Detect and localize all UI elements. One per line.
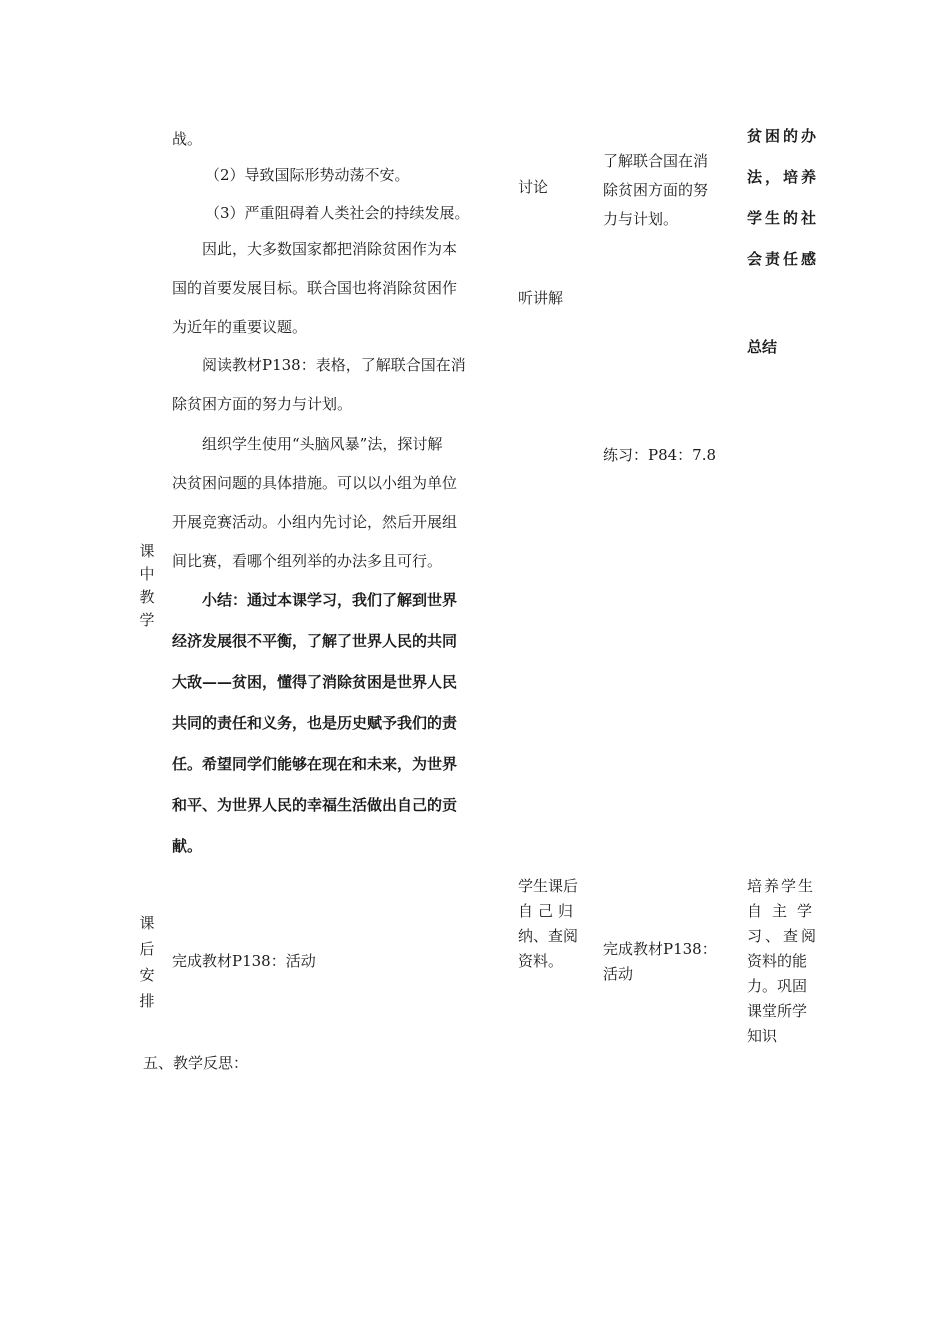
after-aid-line: 活动 bbox=[603, 965, 634, 983]
after-student-line: 纳、查阅 bbox=[518, 927, 579, 945]
un-effort-line: 了解联合国在消 bbox=[603, 152, 709, 170]
purpose-text bbox=[747, 116, 837, 280]
para2-line: 阅读教材P138：表格，了解联合国在消 bbox=[202, 356, 466, 374]
after-purpose-line: 自主学 bbox=[747, 902, 823, 920]
after-label-char: 后 bbox=[139, 940, 155, 958]
student-activity-discuss: 讨论 bbox=[518, 178, 549, 196]
para1-line: 为近年的重要议题。 bbox=[172, 318, 308, 336]
para1-line: 因此，大多数国家都把消除贫困作为本 bbox=[202, 240, 458, 258]
stage-label-char: 学 bbox=[139, 611, 155, 629]
teaching-aid-un-effort bbox=[603, 147, 738, 234]
after-class-content: 完成教材P138：活动 bbox=[172, 952, 316, 970]
summary-line: 大敌——贫困，懂得了消除贫困是世界人民 bbox=[172, 673, 458, 691]
after-purpose-line: 知识 bbox=[747, 1027, 778, 1045]
main-paragraph-1 bbox=[172, 230, 507, 347]
un-effort-line: 力与计划。 bbox=[603, 210, 679, 228]
un-effort-line: 除贫困方面的努 bbox=[603, 181, 709, 199]
lesson-summary bbox=[172, 580, 507, 867]
after-purpose-line: 习、查阅 bbox=[747, 927, 820, 945]
summary-line: 任。希望同学们能够在现在和未来，为世界 bbox=[172, 755, 458, 773]
summary-line: 共同的责任和义务，也是历史赋予我们的责 bbox=[172, 714, 458, 732]
after-student-line: 学生课后 bbox=[518, 877, 579, 895]
para3-line: 决贫困问题的具体措施。可以以小组为单位 bbox=[172, 474, 458, 492]
purpose-line: 法，培养 bbox=[747, 168, 820, 186]
after-purpose-line: 课堂所学 bbox=[747, 1002, 808, 1020]
after-purpose-line: 资料的能 bbox=[747, 952, 808, 970]
after-label-char: 排 bbox=[139, 992, 155, 1010]
after-aid-line: 完成教材P138： bbox=[603, 940, 717, 958]
para3-line: 间比赛，看哪个组列举的办法多且可行。 bbox=[172, 552, 443, 570]
main-point-2: （2）导致国际形势动荡不安。 bbox=[205, 166, 410, 184]
main-paragraph-2 bbox=[172, 346, 507, 424]
summary-line: 经济发展很不平衡，了解了世界人民的共同 bbox=[172, 632, 458, 650]
summary-line: 献。 bbox=[172, 837, 203, 855]
purpose-line: 学生的社 bbox=[747, 209, 820, 227]
reflection-heading: 五、教学反思： bbox=[143, 1054, 249, 1072]
stage-label-char: 课 bbox=[139, 542, 155, 560]
main-point-3: （3）严重阻碍着人类社会的持续发展。 bbox=[205, 204, 470, 222]
after-purpose-line: 力。巩固 bbox=[747, 977, 808, 995]
after-label-char: 课 bbox=[139, 914, 155, 932]
after-class-aid bbox=[603, 937, 738, 987]
stage-label-char: 教 bbox=[139, 588, 155, 606]
after-student-line: 自己归 bbox=[518, 902, 579, 920]
stage-label-after-class bbox=[137, 910, 157, 1014]
after-purpose-line: 培养学生 bbox=[747, 877, 816, 895]
para3-line: 开展竞赛活动。小组内先讨论，然后开展组 bbox=[172, 513, 458, 531]
summary-line: 和平、为世界人民的幸福生活做出自己的贡 bbox=[172, 796, 458, 814]
after-student-line: 资料。 bbox=[518, 952, 564, 970]
purpose-summary: 总结 bbox=[747, 338, 778, 356]
student-activity-listen: 听讲解 bbox=[518, 289, 564, 307]
purpose-line: 贫困的办 bbox=[747, 127, 820, 145]
stage-label-in-class bbox=[137, 540, 157, 632]
main-paragraph-3 bbox=[172, 425, 507, 581]
para2-line: 除贫困方面的努力与计划。 bbox=[172, 395, 353, 413]
after-label-char: 安 bbox=[139, 966, 155, 984]
teaching-aid-exercise: 练习：P84：7.8 bbox=[603, 446, 717, 464]
purpose-line: 会责任感 bbox=[747, 250, 820, 268]
para1-line: 国的首要发展目标。联合国也将消除贫困作 bbox=[172, 279, 458, 297]
summary-line: 小结：通过本课学习，我们了解到世界 bbox=[202, 591, 458, 609]
para3-line: 组织学生使用“头脑风暴”法，探讨解 bbox=[202, 435, 443, 453]
after-class-purpose bbox=[747, 874, 837, 1049]
after-class-student bbox=[518, 874, 593, 974]
main-line-fragment: 战。 bbox=[172, 130, 203, 148]
stage-label-char: 中 bbox=[139, 565, 155, 583]
